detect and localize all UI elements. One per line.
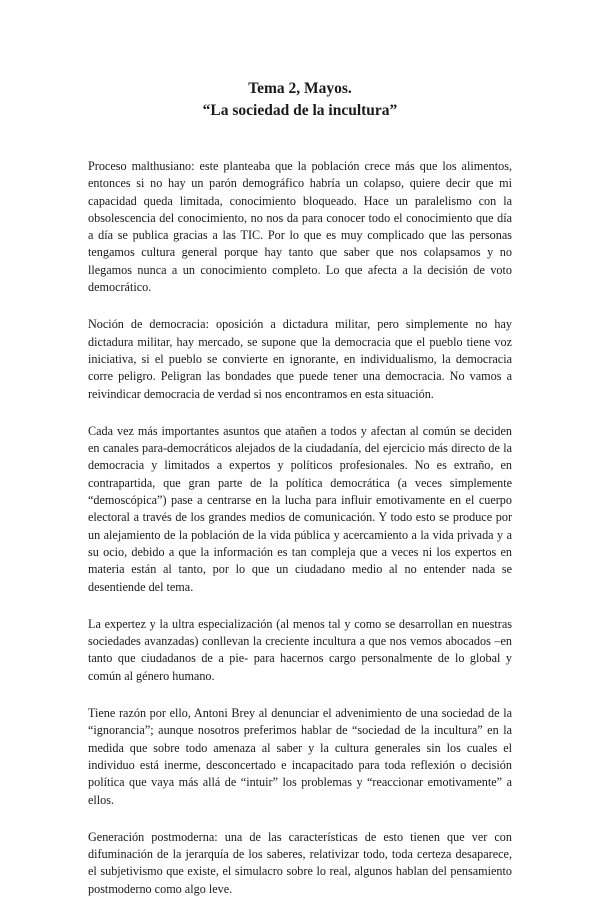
paragraph-postmodern: Generación postmoderna: una de las características de esto tienen que ver con difuminación de la jerarquía de los saberes, relativizar todo, toda certeza desaparece, el subjetivismo que existe, el simulacro sobre lo real, algunos hablan del pensamiento postmoderno como algo leve. xyxy=(88,829,512,896)
document-subtitle: “La sociedad de la incultura” xyxy=(202,102,398,119)
paragraph-brey: Tiene razón por ello, Antoni Brey al denunciar el advenimiento de una sociedad de la “ignorancia”; aunque nosotros preferimos hablar de “sociedad de la incultura” en la medida que sobre todo amenaza al saber y la cultura generales sin los cuales el individuo está inerme, desconcertado e incapacitado para toda reflexión o decisión política que vaya más allá de “intuir” los problemas y “reaccionar emotivamente” a ellos. xyxy=(88,706,512,807)
title-block xyxy=(88,78,512,122)
paragraph-malthusian: Proceso malthusiano: este planteaba que la población crece más que los alimentos, entonces si no hay un parón demográfico habría un colapso, quiere decir que mi capacidad queda limitada, conocimiento bloqueado. Hace un paralelismo con la obsolescencia del conocimiento, no nos da para conocer todo el conocimiento que día a día se publica gracias a las TIC. Por lo que es muy complicado que las personas tengamos cultura general porque hay tanto que saber que nos colapsamos y no llegamos nunca a un conocimiento completo. Lo que afecta a la decisión de voto democrático. xyxy=(88,159,512,295)
paragraph-expertise: La expertez y la ultra especialización (al menos tal y como se desarrollan en nuestras sociedades avanzadas) conllevan la creciente incultura a que nos vemos abocados –en tanto que ciudadanos de a pie- para hacernos cargo personalmente de lo global y común al género humano. xyxy=(88,616,512,683)
document-body xyxy=(88,158,512,898)
paragraph-para-democratic: Cada vez más importantes asuntos que atañen a todos y afectan al común se deciden en canales para-democráticos alejados de la ciudadanía, del ejercicio más directo de la democracia y limitados a expertos y políticos profesionales. No es extraño, en contrapartida, que gran parte de la política democrática (a veces simplemente “demoscópica”) pase a centrarse en la lucha para influir emotivamente en el cuerpo electoral a través de los grandes medios de comunicación. Y todo esto se produce por un alejamiento de la población de la vida pública y acercamiento a la vida privada y a su ocio, debido a que la información es tan compleja que a veces ni los expertos en materia están al tanto, por lo que un ciudadano medio al no entender nada se desentiende del tema. xyxy=(88,423,512,594)
document-title: Tema 2, Mayos. xyxy=(248,80,352,97)
paragraph-democracy: Noción de democracia: oposición a dictadura militar, pero simplemente no hay dictadura militar, hay mercado, se supone que la democracia que el pueblo tiene voz iniciativa, si el pueblo se convierte en ignorante, en individualismo, la democracia corre peligro. Peligran las bondades que puede tener una democracia. No vamos a reivindicar democracia de verdad si nos encontramos en esta situación. xyxy=(88,317,512,401)
